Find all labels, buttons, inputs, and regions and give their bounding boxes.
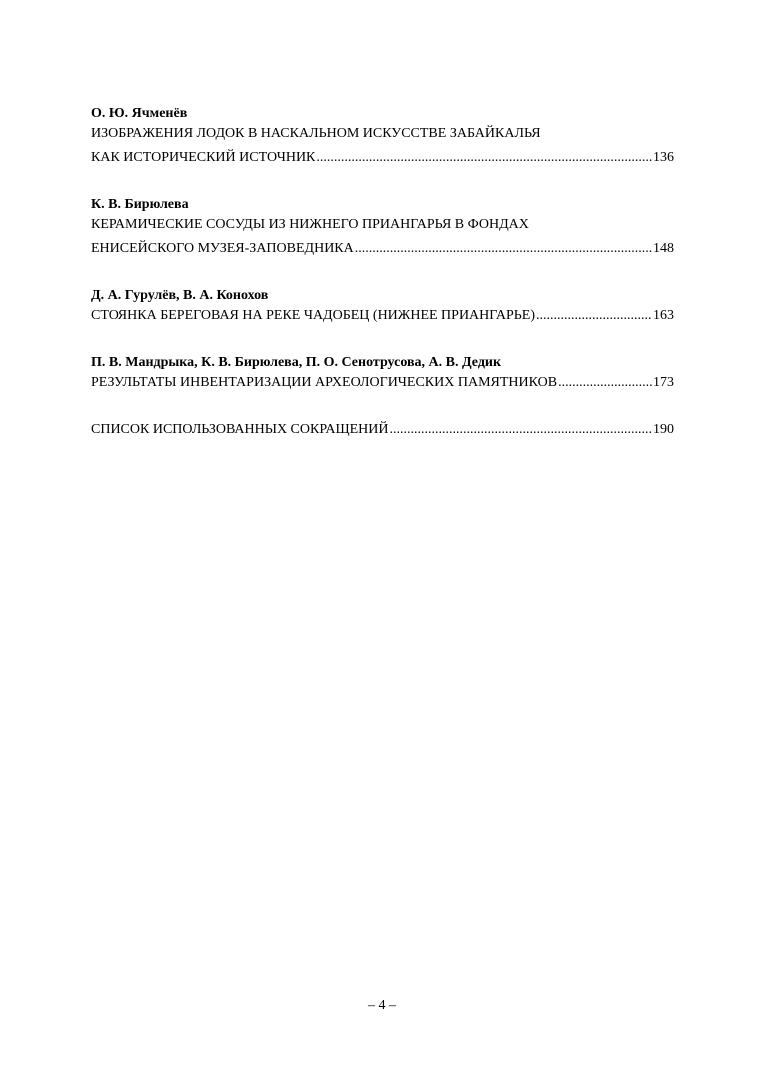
dot-leader	[389, 421, 652, 438]
toc-entry	[91, 421, 674, 445]
toc-entry-page-number: 163	[653, 308, 674, 323]
toc-entry	[91, 287, 674, 331]
toc-entry	[91, 196, 674, 264]
toc-entry	[91, 105, 674, 173]
toc-entry-title-last: СТОЯНКА БЕРЕГОВАЯ НА РЕКЕ ЧАДОБЕЦ (НИЖНЕЕ ПРИАНГАРЬЕ)	[91, 308, 536, 323]
toc-entry-authors: Д. А. Гурулёв, В. А. Конохов	[91, 288, 269, 303]
toc-entry-title-last: РЕЗУЛЬТАТЫ ИНВЕНТАРИЗАЦИИ АРХЕОЛОГИЧЕСКИХ ПАМЯТНИКОВ	[91, 375, 558, 390]
toc-entry	[91, 354, 674, 398]
toc-entry-leader-line[interactable]	[91, 240, 674, 264]
page-number-footer: – 4 –	[368, 998, 396, 1013]
dot-leader	[558, 374, 652, 391]
toc-entry-authors: П. В. Мандрыка, К. В. Бирюлева, П. О. Сенотрусова, А. В. Дедик	[91, 355, 502, 370]
toc-entry-title-last: КАК ИСТОРИЧЕСКИЙ ИСТОЧНИК	[91, 150, 316, 165]
toc-entry-page-number: 190	[653, 422, 674, 437]
toc-entry-page-number: 148	[653, 241, 674, 256]
toc-entry-leader-line[interactable]	[91, 374, 674, 398]
toc-entry-title-line: ИЗОБРАЖЕНИЯ ЛОДОК В НАСКАЛЬНОМ ИСКУССТВЕ ЗАБАЙКАЛЬЯ	[91, 126, 541, 141]
toc-entry-leader-line[interactable]	[91, 307, 674, 331]
toc-entry-page-number: 136	[653, 150, 674, 165]
toc-entry-title-line: КЕРАМИЧЕСКИЕ СОСУДЫ ИЗ НИЖНЕГО ПРИАНГАРЬЯ В ФОНДАХ	[91, 217, 529, 232]
toc-entry-title-last: ЕНИСЕЙСКОГО МУЗЕЯ-ЗАПОВЕДНИКА	[91, 241, 354, 256]
toc-entry-leader-line[interactable]	[91, 421, 674, 445]
toc-entry-page-number: 173	[653, 375, 674, 390]
toc-entry-authors: К. В. Бирюлева	[91, 197, 189, 212]
dot-leader	[536, 307, 652, 324]
table-of-contents	[91, 105, 674, 468]
toc-entry-title-last: СПИСОК ИСПОЛЬЗОВАННЫХ СОКРАЩЕНИЙ	[91, 422, 389, 437]
dot-leader	[316, 149, 652, 166]
toc-entry-authors: О. Ю. Ячменёв	[91, 106, 188, 121]
dot-leader	[355, 240, 652, 257]
toc-entry-leader-line[interactable]	[91, 149, 674, 173]
